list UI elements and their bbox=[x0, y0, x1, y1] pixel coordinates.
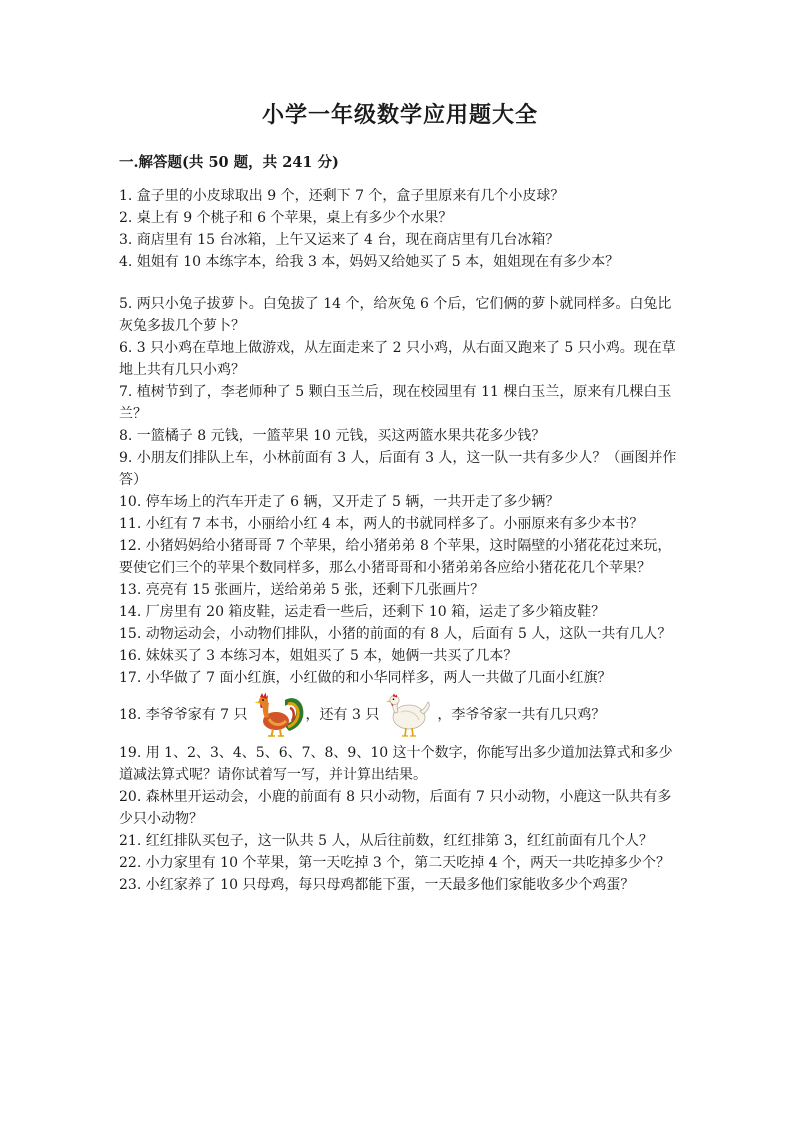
question-item: 20. 森林里开运动会，小鹿的前面有 8 只小动物，后面有 7 只小动物，小鹿这一队共有多少只小动物？ bbox=[119, 789, 672, 827]
question-item-18 bbox=[119, 692, 684, 738]
question-item: 19. 用 1、2、3、4、5、6、7、8、9、10 这十个数字，你能写出多少道加法算式和多少道减法算式呢？请你试着写一写，并计算出结果。 bbox=[119, 745, 673, 783]
question-item: 1. 盒子里的小皮球取出 9 个，还剩下 7 个，盒子里原来有几个小皮球？ bbox=[119, 188, 565, 204]
question-item: 5. 两只小兔子拔萝卜。白兔拔了 14 个，给灰兔 6 个后，它们俩的萝卜就同样多。白兔比灰兔多拔几个萝卜？ bbox=[119, 296, 672, 334]
question-item: 17. 小华做了 7 面小红旗，小红做的和小华同样多，两人一共做了几面小红旗？ bbox=[119, 670, 612, 686]
question-item: 22. 小力家里有 10 个苹果，第一天吃掉 3 个，第二天吃掉 4 个，两天一共吃掉多少个？ bbox=[119, 855, 671, 871]
q18-part2: ，还有 3 只 bbox=[305, 707, 380, 723]
question-item: 14. 厂房里有 20 箱皮鞋，运走看一些后，还剩下 10 箱，运走了多少箱皮鞋？ bbox=[119, 604, 606, 620]
question-item: 4. 姐姐有 10 本练字本，给我 3 本，妈妈又给她买了 5 本，姐姐现在有多少本？ bbox=[119, 254, 620, 270]
question-item: 2. 桌上有 9 个桃子和 6 个苹果，桌上有多少个水果？ bbox=[119, 210, 453, 226]
question-item: 15. 动物运动会，小动物们排队，小猪的前面的有 8 人，后面有 5 人，这队一共有几人？ bbox=[119, 626, 672, 642]
q18-part1: 18. 李爷爷家有 7 只 bbox=[119, 707, 248, 723]
question-item: 16. 妹妹买了 3 本练习本，姐姐买了 5 本，她俩一共买了几本？ bbox=[119, 648, 518, 664]
question-item: 12. 小猪妈妈给小猪哥哥 7 个苹果，给小猪弟弟 8 个苹果，这时隔壁的小猪花花过来玩，要使它们三个的苹果个数同样多，那么小猪哥哥和小猪弟弟各应给小猪花花几个苹果？ bbox=[119, 538, 672, 576]
rooster-icon bbox=[248, 692, 306, 738]
question-item: 10. 停车场上的汽车开走了 6 辆，又开走了 5 辆，一共开走了多少辆？ bbox=[119, 494, 560, 510]
question-list bbox=[119, 185, 684, 896]
q18-part3: ，李爷爷家一共有几只鸡？ bbox=[437, 707, 606, 723]
question-item: 21. 红红排队买包子，这一队共 5 人，从后往前数，红红排第 3，红红前面有几个人？ bbox=[119, 833, 653, 849]
question-item: 9. 小朋友们排队上车，小林前面有 3 人，后面有 3 人，这一队一共有多少人？（画图并作答） bbox=[119, 450, 677, 488]
question-item: 8. 一篮橘子 8 元钱，一篮苹果 10 元钱，买这两篮水果共花多少钱？ bbox=[119, 428, 546, 444]
question-item: 7. 植树节到了，李老师种了 5 颗白玉兰后，现在校园里有 11 棵白玉兰，原来有几棵白玉兰？ bbox=[119, 384, 672, 422]
section-heading: 一.解答题(共 50 题，共 241 分) bbox=[119, 154, 339, 171]
question-item: 11. 小红有 7 本书，小丽给小红 4 本，两人的书就同样多了。小丽原来有多少本书？ bbox=[119, 516, 644, 532]
hen-icon bbox=[379, 692, 437, 738]
question-item: 3. 商店里有 15 台冰箱，上午又运来了 4 台，现在商店里有几台冰箱？ bbox=[119, 232, 560, 248]
question-item: 6. 3 只小鸡在草地上做游戏，从左面走来了 2 只小鸡，从右面又跑来了 5 只小鸡。现在草地上共有几只小鸡？ bbox=[119, 340, 676, 378]
question-item: 13. 亮亮有 15 张画片，送给弟弟 5 张，还剩下几张画片？ bbox=[119, 582, 485, 598]
question-item: 23. 小红家养了 10 只母鸡，每只母鸡都能下蛋，一天最多他们家能收多少个鸡蛋？ bbox=[119, 877, 635, 893]
page-title: 小学一年级数学应用题大全 bbox=[261, 103, 538, 128]
